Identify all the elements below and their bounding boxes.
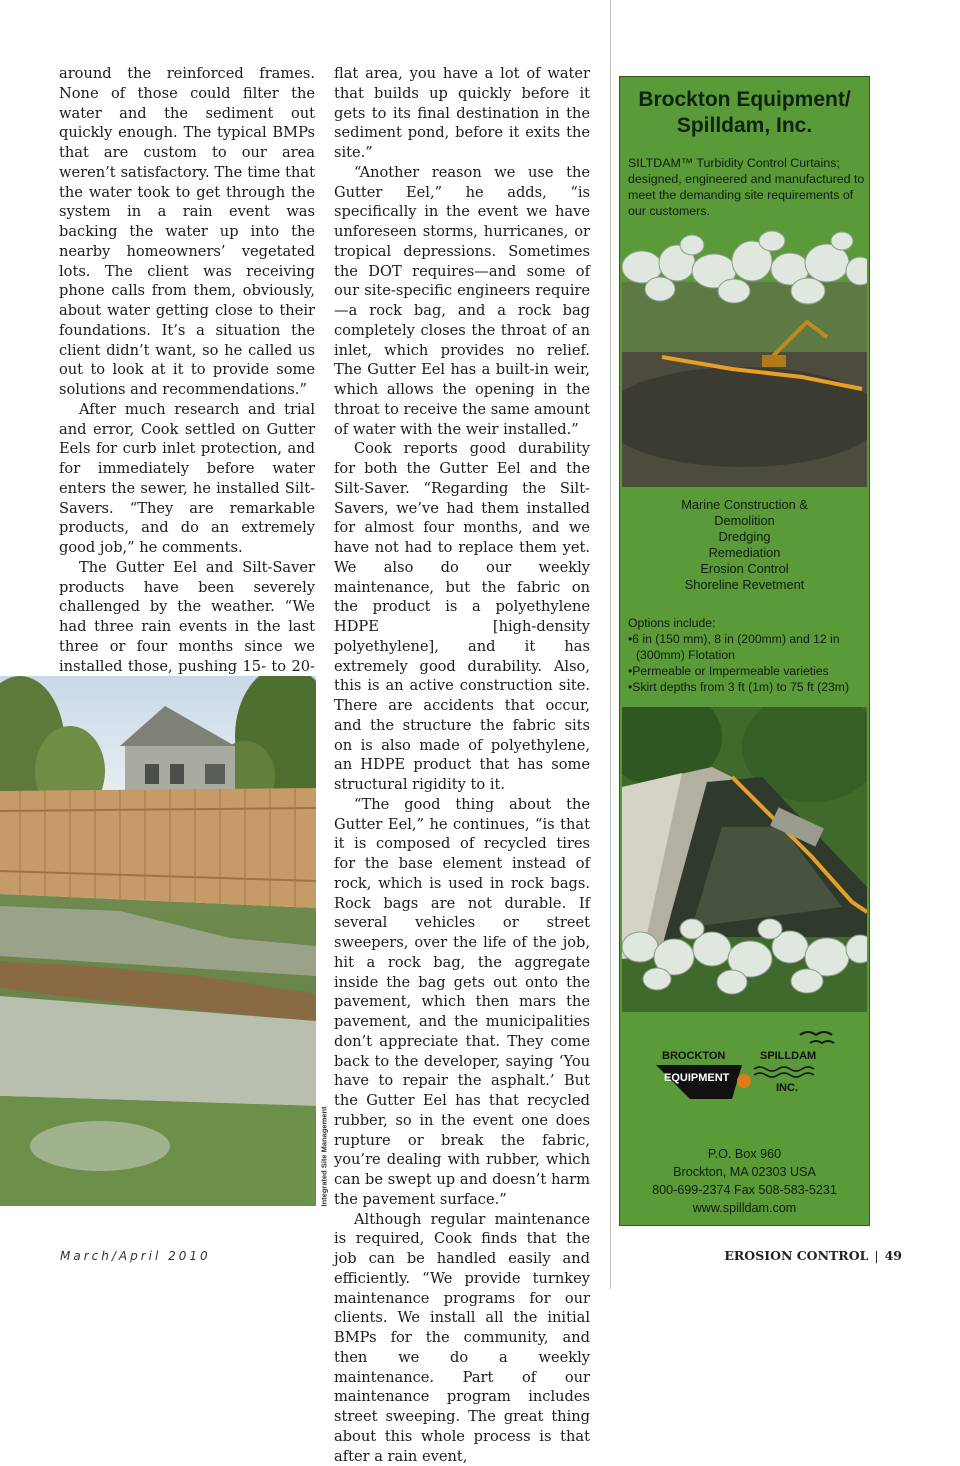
- ad-photo-excavator-illustration: [622, 227, 867, 487]
- brockton-spilldam-logo: [650, 1029, 850, 1109]
- ad-service-item: Demolition: [620, 513, 869, 529]
- article-paragraph: “The good thing about the Gutter Eel,” he continues, “is that it is composed of recycled tires for the base element instead of rock, which is used in rock bags. Rock bags are not durable. If several vehicles or street sweepers, over the life of the job, hit a rock bag, the aggregate inside the bag gets out onto the pavement, which then mars the pavement, and the municipalities don’t appreciate that. They come back to the developer, saying ‘You have to repair the asphalt.’ But the Gutter Eel has that recycled rubber, so in the event one does rupture or break the fabric, you’re dealing with rubber, which can be swept up and doesn’t harm the pavement surface.”: [334, 795, 590, 1210]
- footer-separator: |: [874, 1248, 878, 1263]
- site-photo: [0, 676, 316, 1206]
- ad-title-line-1: Brockton Equipment/: [620, 87, 869, 113]
- ad-address-line: P.O. Box 960: [620, 1145, 869, 1163]
- ad-option-item: •6 in (150 mm), 8 in (200mm) and 12 in (300mm) Flotation: [628, 631, 868, 663]
- ad-photo-channel: [622, 707, 867, 1012]
- logo-orange-dot: [737, 1074, 751, 1088]
- magazine-name: EROSION CONTROL: [724, 1248, 868, 1263]
- page-number: 49: [885, 1248, 902, 1263]
- page-footer: [724, 1248, 902, 1263]
- ad-service-item: Dredging: [620, 529, 869, 545]
- seagull-icon: [810, 1041, 834, 1043]
- logo-graphic: [650, 1029, 850, 1109]
- logo-brockton-text: BROCKTON: [662, 1050, 725, 1062]
- site-photo-illustration: [0, 676, 316, 1206]
- logo-inc-text: INC.: [776, 1082, 798, 1094]
- ad-photo-excavator: [622, 227, 867, 487]
- photo-credit-text: Integrated Site Management: [320, 1107, 329, 1207]
- ad-service-item: Marine Construction &: [620, 497, 869, 513]
- article-paragraph: After much research and trial and error, Cook settled on Gutter Eels for curb inlet protection, and for immediately before water enters the sewer, he installed Silt-Savers. “They are remarkable products, and do an extremely good job,” he comments.: [59, 400, 315, 558]
- seagull-icon: [800, 1032, 832, 1035]
- logo-equipment-text: EQUIPMENT: [664, 1072, 730, 1084]
- brockton-advertisement: [619, 76, 870, 1226]
- photo-credit: [318, 1108, 330, 1206]
- article-paragraph: Cook reports good durability for both the Gutter Eel and the Silt-Saver. “Regarding the Silt-Savers, we’ve had them installed for almost four months, and we have not had to replace them yet. We also do our weekly maintenance, but the fabric on the product is a polyethylene HDPE [high-density polyethylene], and it has extremely good durability. Also, this is an active construction site. There are accidents that occur, and the structure the fabric sits on is also made of polyethylene, an HDPE product that has some structural rigidity to it.: [334, 439, 590, 795]
- article-paragraph: “Another reason we use the Gutter Eel,” he adds, “is specifically in the event we have unforeseen storms, hurricanes, or tropical depressions. Sometimes the DOT requires—and some of our site-specific engineers require—a rock bag, and a rock bag completely closes the throat of an inlet, which provides no relief. The Gutter Eel has a built-in weir, which allows the opening in the throat to receive the same amount of water with the weir installed.”: [334, 163, 590, 440]
- logo-spilldam-text: SPILLDAM: [760, 1050, 816, 1062]
- ad-services-list: [620, 497, 869, 593]
- article-paragraph: around the reinforced frames. None of those could filter the water and the sediment out quickly enough. The typical BMPs that are custom to our area weren’t satisfactory. The time that the water took to get through the system in a rain event was backing the water up into the nearby homeowners’ vegetated lots. The client was receiving phone calls from them, obviously, about water getting close to their foundations. It’s a situation the client didn’t want, so he called us out to look at it to provide some solutions and recommendations.”: [59, 64, 315, 400]
- ad-service-item: Shoreline Revetment: [620, 577, 869, 593]
- wave-icon: [754, 1067, 814, 1071]
- wave-icon: [754, 1073, 814, 1077]
- ad-address-line: Brockton, MA 02303 USA: [620, 1163, 869, 1181]
- article-paragraph: The Gutter Eel and Silt-Saver products have been severely challenged by the weather. “We had three rain events in the last three or four months since we installed those, pushing 15- to 20-: [59, 558, 315, 756]
- ad-options: [628, 615, 868, 695]
- ad-photo-channel-illustration: [622, 707, 867, 1012]
- article-column-2: [334, 64, 590, 1466]
- ad-title-line-2: Spilldam, Inc.: [620, 113, 869, 139]
- issue-date: March/April 2010: [60, 1249, 211, 1263]
- ad-service-item: Remediation: [620, 545, 869, 561]
- ad-option-item: •Permeable or Impermeable varieties: [628, 663, 868, 679]
- ad-title: [620, 87, 869, 139]
- ad-address: [620, 1145, 869, 1217]
- ad-options-heading: Options include:: [628, 615, 868, 631]
- ad-intro: SILTDAM™ Turbidity Control Curtains; designed, engineered and manufactured to meet the demanding site requirements of our customers.: [628, 155, 866, 219]
- ad-option-item: •Skirt depths from 3 ft (1m) to 75 ft (23m): [628, 679, 868, 695]
- article-column-1: [59, 64, 315, 755]
- ad-address-line: 800-699-2374 Fax 508-583-5231: [620, 1181, 869, 1199]
- article-paragraph: Although regular maintenance is required, Cook finds that the job can be handled easily and efficiently. “We provide turnkey maintenance programs for our clients. We install all the initial BMPs for the community, and then we do a weekly maintenance. Part of our maintenance program includes street sweeping. The great thing about this whole process is that after a rain event,: [334, 1210, 590, 1466]
- column-divider: [610, 0, 611, 1289]
- article-paragraph: flat area, you have a lot of water that builds up quickly before it gets to its final destination in the sediment pond, before it exits the site.”: [334, 64, 590, 163]
- ad-website[interactable]: www.spilldam.com: [620, 1199, 869, 1217]
- ad-service-item: Erosion Control: [620, 561, 869, 577]
